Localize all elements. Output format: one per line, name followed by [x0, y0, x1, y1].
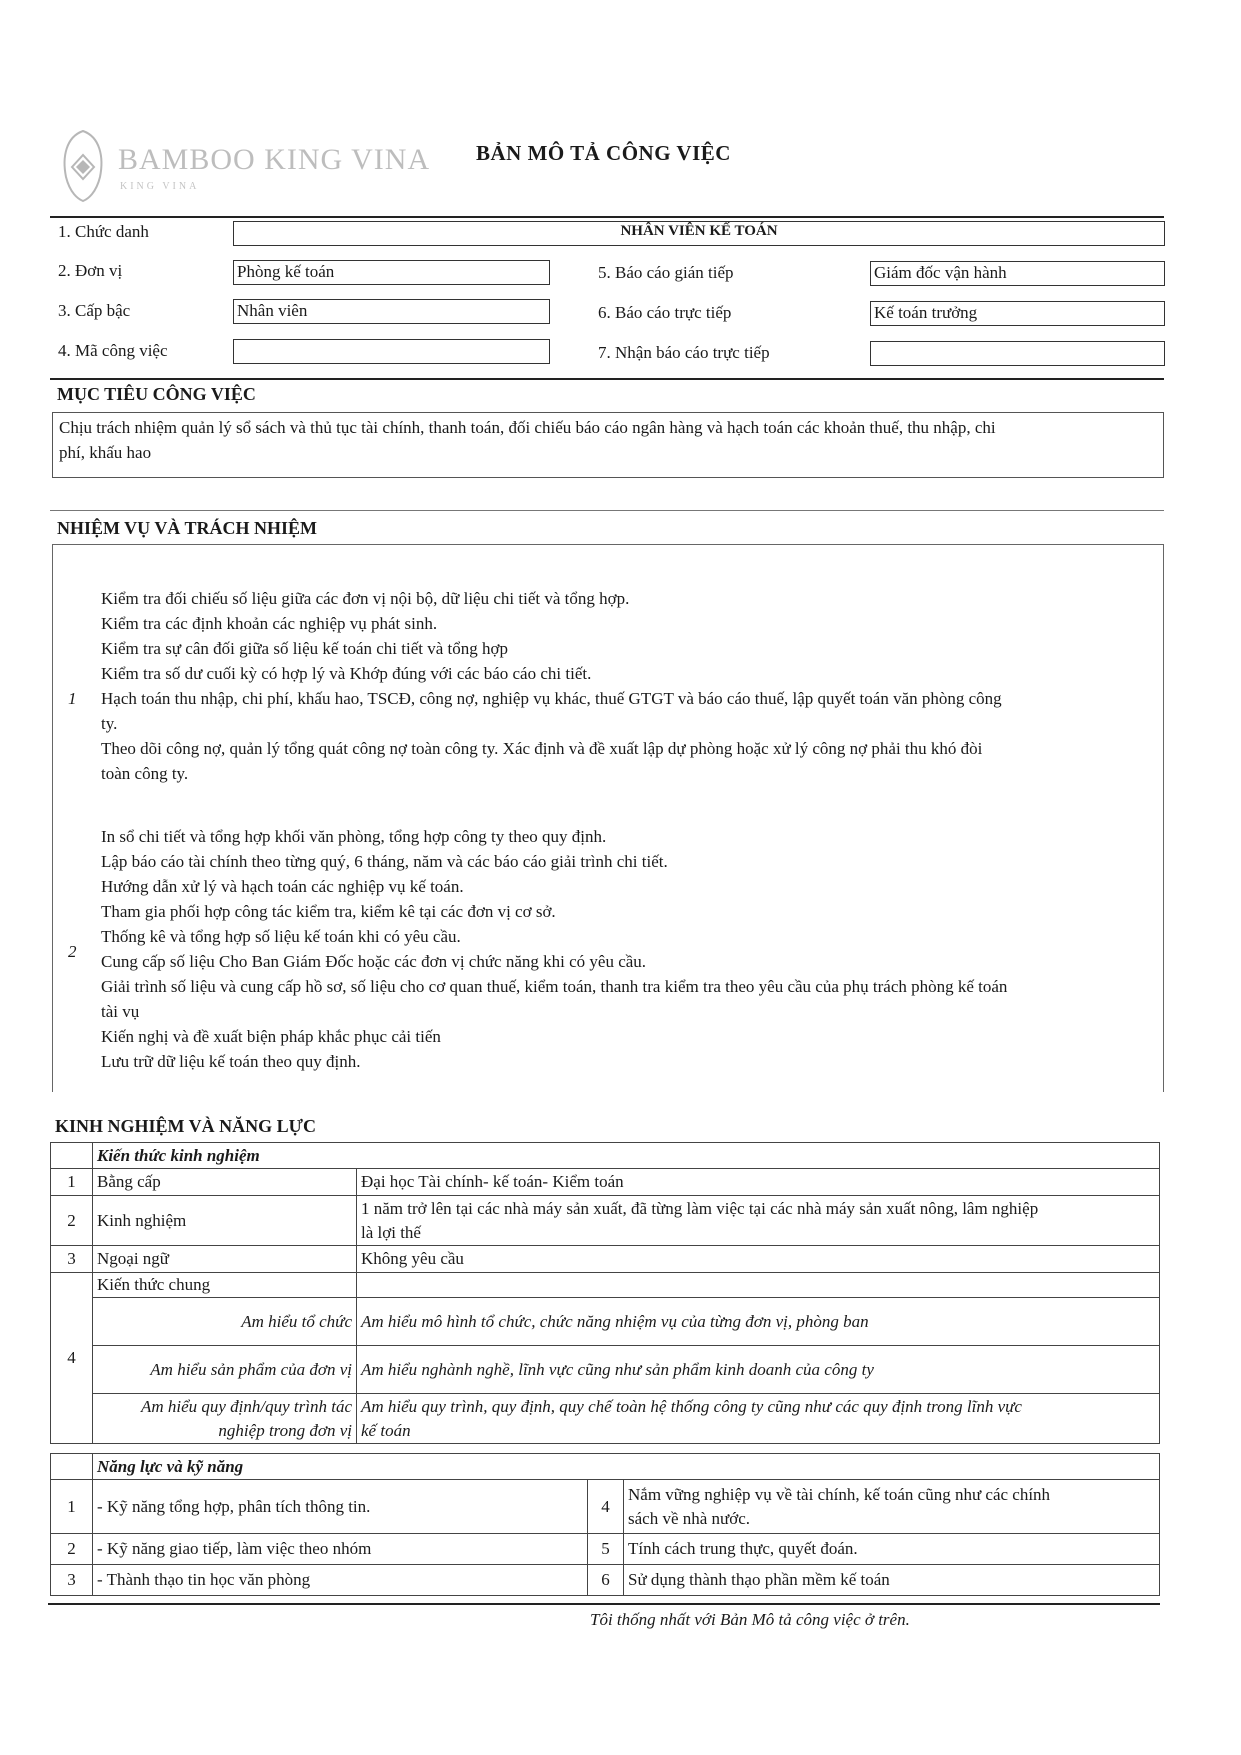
- logo-text: BAMBOO KING VINA: [118, 143, 431, 176]
- skills-heading: Năng lực và kỹ năng: [93, 1454, 1160, 1480]
- level-label: 3. Cấp bậc: [58, 301, 131, 320]
- skill-text: - Thành thạo tin học văn phòng: [93, 1565, 588, 1596]
- skill-text: Sử dụng thành thạo phần mềm kế toán: [624, 1565, 1160, 1596]
- bamboo-emblem-icon: [58, 127, 108, 203]
- receives-report-label: 7. Nhận báo cáo trực tiếp: [598, 343, 770, 362]
- indirect-report-field[interactable]: Giám đốc vận hành: [870, 261, 1165, 286]
- sub-label: Am hiểu tổ chức: [93, 1298, 357, 1346]
- company-logo: [58, 125, 431, 205]
- duty-item: ty.: [101, 714, 118, 733]
- divider: [50, 378, 1164, 380]
- row-label: Bằng cấp: [93, 1169, 357, 1196]
- row-number: 1: [51, 1169, 93, 1196]
- sub-value: [357, 1394, 1160, 1444]
- indirect-report-label: 5. Báo cáo gián tiếp: [598, 263, 734, 282]
- level-field[interactable]: Nhân viên: [233, 299, 550, 324]
- table-row: [51, 1480, 1160, 1534]
- unit-field[interactable]: Phòng kế toán: [233, 260, 550, 285]
- experience-heading: KINH NGHIỆM VÀ NĂNG LỰC: [55, 1116, 317, 1136]
- job-code-field[interactable]: [233, 339, 550, 364]
- table-row: [51, 1565, 1160, 1596]
- duty-item: Tham gia phối hợp công tác kiểm tra, kiểm kê tại các đơn vị cơ sở.: [101, 902, 556, 921]
- row-number: 4: [588, 1480, 624, 1534]
- skill-text: - Kỹ năng tổng hợp, phân tích thông tin.: [93, 1480, 588, 1534]
- row-value-line: 1 năm trở lên tại các nhà máy sản xuất, đã từng làm việc tại các nhà máy sản xuất nông, lâm nghiệp: [361, 1198, 1039, 1218]
- skill-line: Nắm vững nghiệp vụ về tài chính, kế toán cũng như các chính: [628, 1484, 1051, 1504]
- duty-group-1: [101, 586, 1002, 786]
- duty-item: Hạch toán thu nhập, chi phí, khấu hao, TSCĐ, công nợ, nghiệp vụ khác, thuế GTGT và báo cáo thuế, lập quyết toán văn phòng công: [101, 689, 1002, 708]
- knowledge-table: [50, 1142, 1160, 1444]
- duty-item: Theo dõi công nợ, quản lý tổng quát công nợ toàn công ty. Xác định và đề xuất lập dự phòng hoặc xử lý công nợ phải thu khó đòi: [101, 739, 983, 758]
- row-label: Ngoại ngữ: [93, 1246, 357, 1273]
- logo-subtext: KING VINA: [120, 181, 200, 192]
- row-label: Kinh nghiệm: [93, 1196, 357, 1246]
- receives-report-field[interactable]: [870, 341, 1165, 366]
- direct-report-label: 6. Báo cáo trực tiếp: [598, 303, 732, 322]
- skills-table: [50, 1453, 1160, 1596]
- agreement-note: Tôi thống nhất với Bản Mô tả công việc ở trên.: [590, 1610, 910, 1629]
- sub-label: [93, 1394, 357, 1444]
- row-value: [357, 1196, 1160, 1246]
- table-row: [51, 1534, 1160, 1565]
- table-row: [51, 1273, 1160, 1298]
- direct-report-field[interactable]: Kế toán trưởng: [870, 301, 1165, 326]
- duty-item: Lập báo cáo tài chính theo từng quý, 6 tháng, năm và các báo cáo giải trình chi tiết.: [101, 852, 668, 871]
- document-title: BẢN MÔ TẢ CÔNG VIỆC: [476, 141, 731, 165]
- duty-item: Hướng dẫn xử lý và hạch toán các nghiệp vụ kế toán.: [101, 877, 464, 896]
- divider: [50, 510, 1164, 511]
- duty-item: Kiểm tra các định khoản các nghiệp vụ phát sinh.: [101, 614, 438, 633]
- objective-line: Chịu trách nhiệm quản lý sổ sách và thủ tục tài chính, thanh toán, đối chiếu báo cáo ngân hàng và hạch toán các khoản thuế, thu nhập, chi: [59, 418, 996, 437]
- table-row: [51, 1394, 1160, 1444]
- row-value: Không yêu cầu: [357, 1246, 1160, 1273]
- row-number: 3: [51, 1565, 93, 1596]
- duty-item: Giải trình số liệu và cung cấp hồ sơ, số liệu cho cơ quan thuế, kiểm toán, thanh tra kiểm tra theo yêu cầu của phụ trách phòng kế toán: [101, 977, 1008, 996]
- table-row: [51, 1246, 1160, 1273]
- row-number: 2: [51, 1196, 93, 1246]
- duty-item: tài vụ: [101, 1002, 140, 1021]
- sub-value-line: Am hiểu quy trình, quy định, quy chế toàn hệ thống công ty cũng như các quy định trong lĩnh vực: [361, 1396, 1022, 1416]
- duty-group-2: [101, 824, 1007, 1074]
- row-number: 1: [51, 1480, 93, 1534]
- skill-text: Tính cách trung thực, quyết đoán.: [624, 1534, 1160, 1565]
- duty-item: Thống kê và tổng hợp số liệu kế toán khi có yêu cầu.: [101, 927, 461, 946]
- skill-text: [624, 1480, 1160, 1534]
- row-number: 2: [51, 1534, 93, 1565]
- skill-text: - Kỹ năng giao tiếp, làm việc theo nhóm: [93, 1534, 588, 1565]
- duties-heading: NHIỆM VỤ VÀ TRÁCH NHIỆM: [57, 518, 318, 538]
- row-value: Đại học Tài chính- kế toán- Kiểm toán: [357, 1169, 1160, 1196]
- row-value-line: là lợi thế: [361, 1222, 421, 1242]
- sub-value: Am hiểu mô hình tổ chức, chức năng nhiệm vụ của từng đơn vị, phòng ban: [357, 1298, 1160, 1346]
- table-row: [51, 1196, 1160, 1246]
- objective-heading: MỤC TIÊU CÔNG VIỆC: [57, 384, 256, 404]
- duty-item: Kiểm tra sự cân đối giữa số liệu kế toán chi tiết và tổng hợp: [101, 639, 508, 658]
- duty-item: In sổ chi tiết và tổng hợp khối văn phòng, tổng hợp công ty theo quy định.: [101, 827, 607, 846]
- duty-item: Lưu trữ dữ liệu kế toán theo quy định.: [101, 1052, 361, 1071]
- row-label: Kiến thức chung: [93, 1273, 357, 1298]
- job-title-label: 1. Chức danh: [58, 222, 149, 241]
- objective-box: [52, 412, 1164, 478]
- sub-label-line: Am hiểu quy định/quy trình tác: [140, 1396, 352, 1416]
- divider: [50, 216, 1164, 218]
- duty-item: Kiểm tra số dư cuối kỳ có hợp lý và Khớp đúng với các báo cáo chi tiết.: [101, 664, 592, 683]
- sub-label-line: nghiệp trong đơn vị: [218, 1420, 352, 1440]
- unit-label: 2. Đơn vị: [58, 261, 123, 280]
- sub-value-line: kế toán: [361, 1420, 411, 1440]
- duty-item: Kiểm tra đối chiếu số liệu giữa các đơn vị nội bộ, dữ liệu chi tiết và tổng hợp.: [101, 589, 630, 608]
- duty-item: Kiến nghị và đề xuất biện pháp khắc phục cải tiến: [101, 1027, 441, 1046]
- row-number: 5: [588, 1534, 624, 1565]
- row-number: 6: [588, 1565, 624, 1596]
- job-title-field[interactable]: NHÂN VIÊN KẾ TOÁN: [233, 221, 1165, 246]
- divider: [48, 1603, 1160, 1605]
- objective-line: phí, khấu hao: [59, 443, 152, 462]
- table-row: [51, 1346, 1160, 1394]
- duty-item: toàn công ty.: [101, 764, 189, 783]
- row-number: 3: [51, 1246, 93, 1273]
- job-code-label: 4. Mã công việc: [58, 341, 168, 360]
- skill-line: sách về nhà nước.: [628, 1508, 751, 1528]
- duty-group-number: 1: [68, 689, 77, 708]
- duty-item: Cung cấp số liệu Cho Ban Giám Đốc hoặc các đơn vị chức năng khi có yêu cầu.: [101, 952, 647, 971]
- table-row: [51, 1298, 1160, 1346]
- duty-group-number: 2: [68, 942, 77, 961]
- row-number: 4: [51, 1273, 93, 1444]
- sub-value: Am hiểu nghành nghề, lĩnh vực cũng như sản phẩm kinh doanh của công ty: [357, 1346, 1160, 1394]
- sub-label: Am hiểu sản phẩm của đơn vị: [93, 1346, 357, 1394]
- table-row: [51, 1169, 1160, 1196]
- knowledge-heading: Kiến thức kinh nghiệm: [93, 1143, 1160, 1169]
